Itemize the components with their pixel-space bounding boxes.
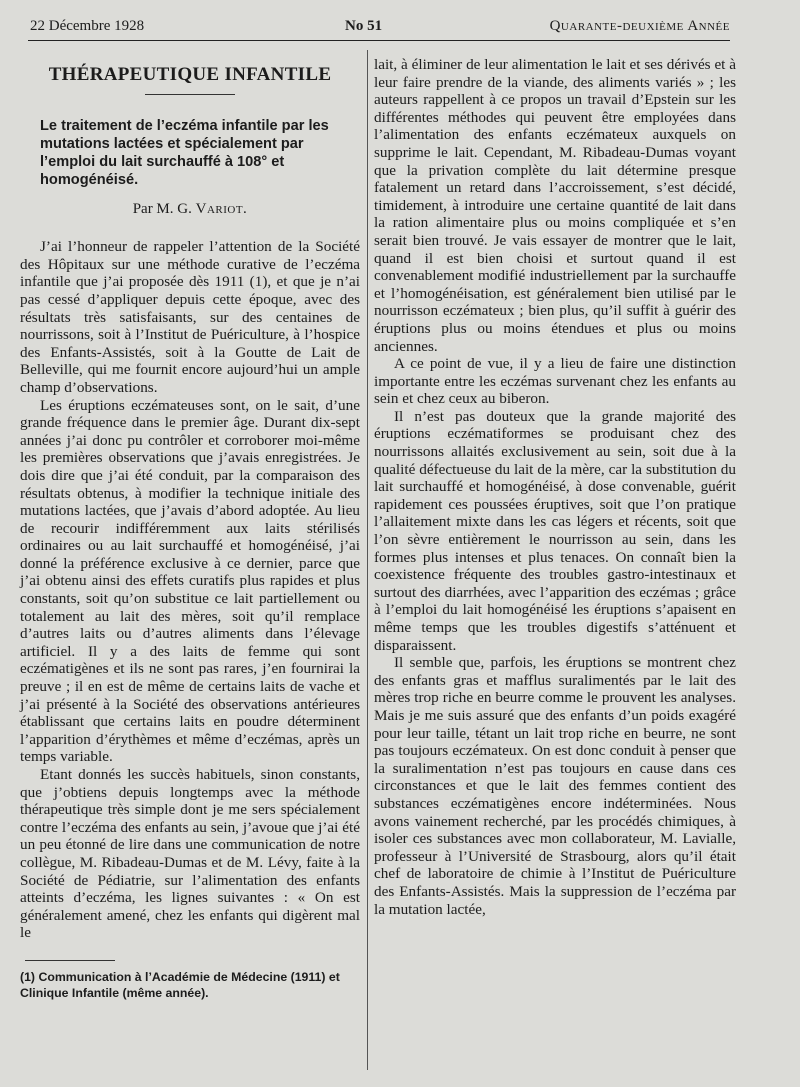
header-year: Quarante-deuxième Année [549, 18, 730, 34]
page-header [30, 14, 730, 38]
paragraph: Les éruptions eczémateuses sont, on le sait, d’une grande fréquence dans le premier âge. Durant dix-sept années j’ai donc pu contrôler et corroborer moi-même les premières observations que j’avais enregistrées. Je dois dire que j’ai été conduit, par la comparaison des résultats obtenus, à modifier la technique initiale des mutations lactées, que j’avais d’abord adoptée. Au lieu de recourir indifféremment aux laits stérilisés ordinaires ou au lait surchauffé et homogénéisé, j’ai donné la préférence exclusive à ce dernier, parce que j’ai obtenu ainsi des effets curatifs plus rapides et plus constants, soit qu’on substitue ce lait partiellement ou totalement au lait des mères, soit qu’il remplace d’autres laits ou d’autres aliments dans l’élevage artificiel. Il y a des laits de femme qui sont eczématigènes et ils ne sont pas rares, j’en fournirai la preuve ; il en est de même de certains laits de vache et j’ai présenté à la Société des observations antérieures établissant que certains laits en poudre déterminent l’apparition d’érythèmes et même d’eczémas, après un temps variable. [20, 396, 360, 766]
paragraph: Il semble que, parfois, les éruptions se montrent chez des enfants gras et mafflus suralimentés par le lait des mères trop riche en beurre comme le prouvent les analyses. Mais je me suis assuré que des enfants d’un poids exagéré pour leur taille, tétant un lait trop riche en beurre, ne sont pas toujours eczémateux. On est donc conduit à penser que la suralimentation n’est pas toujours en cause dans ces circonstances et que le lait des femmes contient des substances eczématigènes encore indéterminées. Nous avons vainement recherché, par les procédés chimiques, à isoler ces substances avec mon collaborateur, M. Lavialle, professeur à l’Université de Strasbourg, alors qu’il était chef de laboratoire de chimie à l’Institut de Puériculture des Enfants-Assistés. Mais la suppression de l’eczéma par la mutation lactée, [374, 654, 736, 918]
paragraph: J’ai l’honneur de rappeler l’attention de la Société des Hôpitaux sur une méthode curative de l’eczéma infantile que j’ai proposée dès 1911 (1), et que je n’ai pas cessé d’appliquer depuis cette époque, avec des résultats très satisfaisants, sur des centaines de nourrissons, soit à l’Institut de Puériculture, à l’hospice des Enfants-Assistés, soit à la Goutte de Lait de Belleville, qui me fournit encore aujourd’hui un ample champ d’observations. [20, 238, 360, 396]
column-divider [367, 50, 368, 1070]
header-date: 22 Décembre 1928 [30, 18, 145, 34]
author-prefix: Par M. G. [132, 200, 196, 217]
paragraph: Etant donnés les succès habituels, sinon constants, que j’obtiens depuis longtemps avec la méthode thérapeutique très simple dont je me sers spécialement contre l’eczéma des enfants au sein, j’avoue que j’ai été un peu étonné de lire dans une communication de notre collègue, M. Ribadeau-Dumas et de M. Lévy, faite à la Société de Pédiatrie, sur l’alimentation des enfants atteints d’eczéma, les lignes suivantes : « On est généralement amené, chez les enfants qui digèrent mal le [20, 766, 360, 942]
article-subtitle: Le traitement de l’eczéma infantile par les mutations lactées et spécialement par l’emploi du lait surchauffé à 108° et homogénéisé. [40, 117, 329, 188]
title-rule [145, 94, 235, 95]
paragraph: A ce point de vue, il y a lieu de faire une distinction importante entre les eczémas survenant chez les enfants au sein et chez ceux au biberon. [374, 355, 736, 408]
header-rule [28, 40, 730, 41]
article-author [20, 201, 360, 219]
paragraph: Il n’est pas douteux que la grande majorité des éruptions eczématiformes se produisant chez des nourrissons allaités exclusivement au sein, soit due à la qualité défectueuse du lait de la mère, car la substitution du lait surchauffé et homogénéisé, à dose convenable, guérit rapidement ces poussées éruptives, soit que l’on pratique l’allaitement mixte dans les cas légers et récents, soit que l’on sèvre entièrement le nourrisson au sein, dans les formes plus intenses et plus tenaces. On connaît bien la coexistence fréquente des troubles gastro-intestinaux et surtout des diarrhées, avec l’apparition des eczémas ; grâce à l’emploi du lait homogénéisé les éruptions s’apaisent en même temps que les troubles digestifs s’atténuent et disparaissent. [374, 407, 736, 654]
right-column [374, 56, 736, 918]
left-column [20, 60, 360, 942]
paragraph: lait, à éliminer de leur alimentation le lait et ses dérivés et à leur faire prendre de la viande, des aliments variés » ; les auteurs rappellent à ce propos un travail d’Epstein sur les différentes méthodes qui peuvent être employées dans l’alimentation des enfants eczémateux auxquels on supprime le lait. Cependant, M. Ribadeau-Dumas voyant que la privation complète du lait détermine presque fatalement un retard dans l’accroissement, s’est décidé, timidement, à introduire une certaine quantité de lait dans la ration alimentaire plus ou moins compliquée et s’en serait bien trouvé. Je vais essayer de montrer que le lait, quand il est bien choisi et surtout quand il est convenablement modifié industriellement par la surchauffe et l’homogénéisation, est généralement bien utilisé par le nourrisson eczémateux ; bien plus, qu’il suffit à guérir des éruptions plus ou moins étendues et plus ou moins anciennes. [374, 56, 736, 355]
section-title: THÉRAPEUTIQUE INFANTILE [48, 64, 332, 85]
footnote: (1) Communication à l’Académie de Médecine (1911) et Clinique Infantile (même année). [20, 970, 340, 1000]
header-issue-number: No 51 [345, 18, 383, 34]
footnote-rule [25, 960, 115, 961]
author-name: Variot. [195, 200, 248, 217]
